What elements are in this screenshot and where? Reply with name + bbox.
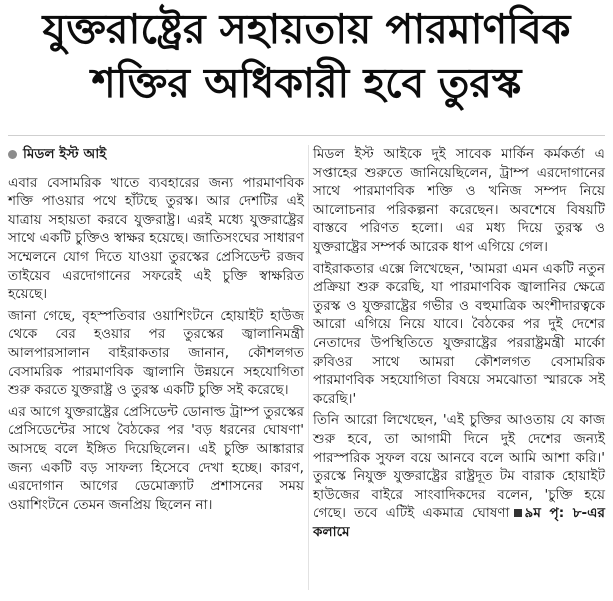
paragraph: এর আগে যুক্তরাষ্ট্রের প্রেসিডেন্ট ডোনাল্ড ট্রাম্প তুরস্কের প্রেসিডেন্টের সাথে বৈঠকের পর 'বড় ধরনের ঘোষণা' আসছে বলে ইঙ্গিত দিয়েছিলেন। এই চুক্তি আঙ্কারার জন্য একটি বড় সাফল্য হিসেবে দেখা হচ্ছে। কারণ, এরদোগান আগের ডেমোক্র্যাট প্রশাসনের সময় ওয়াশিংটনে তেমন জনপ্রিয় ছিলেন না।: [8, 403, 304, 513]
headline: [0, 4, 613, 108]
paragraph: এবার বেসামরিক খাতে ব্যবহারের জন্য পারমাণবিক শক্তি পাওয়ার পথে হাঁটছে তুরস্ক। আর দেশটির এই যাত্রায় সহায়তা করবে যুক্তরাষ্ট্র। এরই মধ্যে যুক্তরাষ্ট্রের সাথে একটি চুক্তিও স্বাক্ষর হয়েছে। জাতিসংঘের সাধারণ সম্মেলনে যোগ দিতে যাওয়া তুরস্কের প্রেসিডেন্ট রজব তাইয়েব এরদোগানের সফরেই এই চুক্তি স্বাক্ষরিত হয়েছে।: [8, 174, 304, 303]
paragraph: মিডল ইস্ট আইকে দুই সাবেক মার্কিন কর্মকর্তা এ সপ্তাহের শুরুতে জানিয়েছিলেন, ট্রাম্প এরদোগানের সাথে পারমাণবিক শক্তি ও খনিজ সম্পদ নিয়ে আলোচনার পরিকল্পনা করেছেন। অবশেষে বিষয়টি বাস্তবে পরিণত হলো। এর মধ্য দিয়ে তুরস্ক ও যুক্তরাষ্ট্রের সম্পর্ক আরেক ধাপ এগিয়ে গেল।: [313, 146, 605, 255]
byline-text: মিডল ইস্ট আই: [23, 146, 107, 162]
headline-line-1: যুক্তরাষ্ট্রের সহায়তায় পারমাণবিক: [42, 5, 571, 53]
column-divider: [308, 145, 309, 590]
paragraph-text: তিনি আরো লিখেছেন, 'এই চুক্তির আওতায় যে কাজ শুরু হবে, তা আগামী দিনে দুই দেশের জন্যই পারস্পরিক সুফল বয়ে আনবে বলে আমি আশা করি।' তুরস্কে নিযুক্ত যুক্তরাষ্ট্রের রাষ্ট্রদূত টম বারাক হোয়াইট হাউজের বাইরে সাংবাদিকদের বলেন, 'চুক্তি হয়ে গেছে। তবে এটিই একমাত্র ঘোষণা: [313, 412, 605, 522]
square-icon: [514, 509, 522, 517]
byline: [8, 145, 304, 164]
paragraph: বাইরাকতার এক্সে লিখেছেন, 'আমরা এমন একটি নতুন প্রক্রিয়া শুরু করেছি, যা পারমাণবিক জ্বালানির ক্ষেত্রে তুরস্ক ও যুক্তরাষ্ট্রের গভীর ও বহুমাত্রিক অংশীদারত্বকে আরো এগিয়ে নিয়ে যাবে। বৈঠকের পর দুই দেশের নেতাদের উপস্থিতিতে যুক্তরাষ্ট্রের পররাষ্ট্রমন্ত্রী মার্কো রুবিওর সাথে আমরা কৌশলগত বেসামরিক পারমাণবিক সহযোগিতা বিষয়ে সমঝোতা স্মারকে সই করেছি।': [313, 260, 605, 407]
continuation-note: ৯ম পৃ: ৮-এর কলামে: [313, 505, 606, 540]
article-column-right: [313, 145, 605, 544]
bullet-icon: [8, 150, 17, 159]
headline-rule: [8, 135, 605, 136]
paragraph: জানা গেছে, বৃহস্পতিবার ওয়াশিংটনে হোয়াইট হাউজ থেকে বের হওয়ার পর তুরস্কের জ্বালানিমন্ত্রী আলপারসালান বাইরাকতার জানান, কৌশলগত বেসামরিক পারমাণবিক জ্বালানি উন্নয়নে সহযোগিতা শুরু করতে যুক্তরাষ্ট্র ও তুরস্ক একটি চুক্তি সই করেছে।: [8, 307, 304, 399]
headline-line-2: শক্তির অধিকারী হবে তুরস্ক: [91, 59, 522, 107]
article-column-left: [8, 145, 304, 517]
paragraph: [313, 411, 605, 541]
